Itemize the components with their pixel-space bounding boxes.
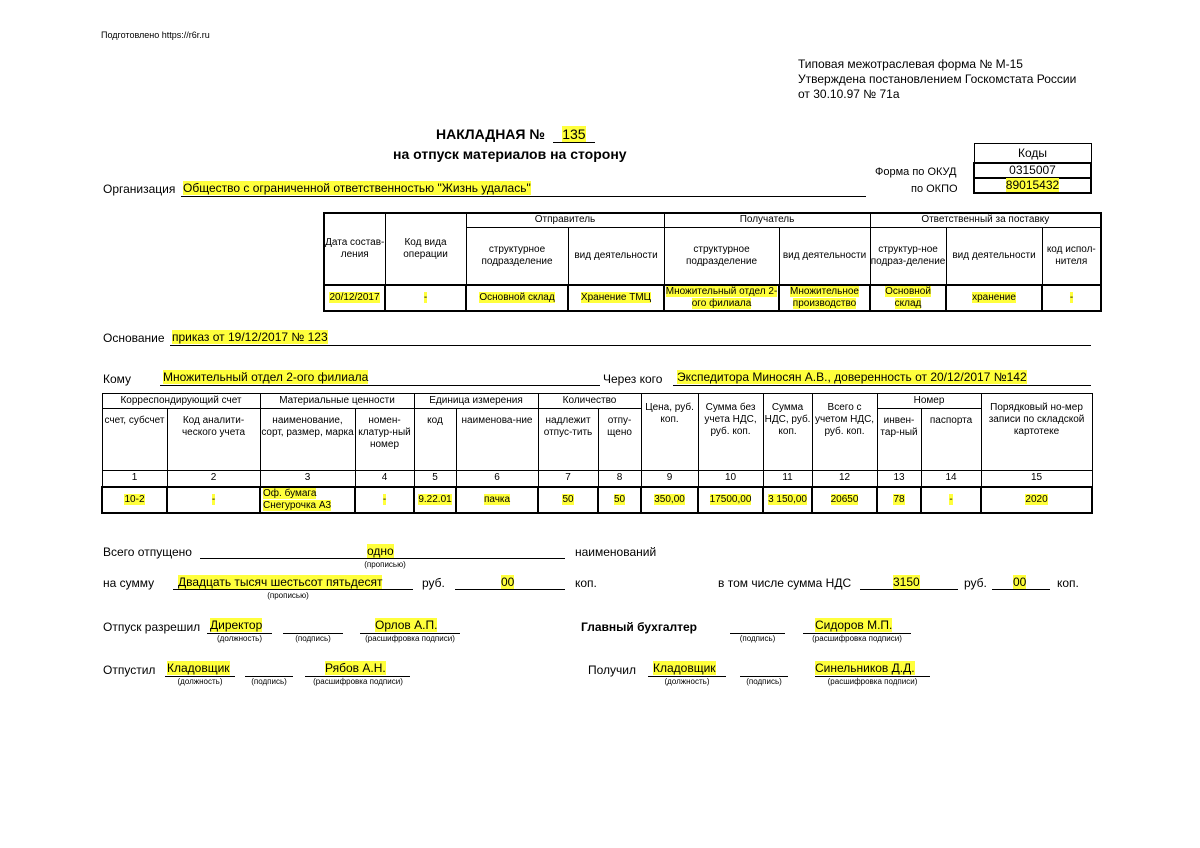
to-whom-field <box>163 370 368 384</box>
th-sender: Отправитель <box>466 213 664 227</box>
to-whom-value: Множительный отдел 2-ого филиала <box>163 370 369 384</box>
col-num: 1 <box>102 471 167 487</box>
rub-label: руб. <box>422 576 445 590</box>
received-decode-caption: (расшифровка подписи) <box>827 677 918 686</box>
through-label: Через кого <box>603 372 663 386</box>
released-position-caption: (должность) <box>177 677 223 686</box>
th-number: Номер <box>877 394 981 409</box>
col-num: 2 <box>167 471 260 487</box>
th-account: счет, субсчет <box>102 409 167 471</box>
cell-price: 350,00 <box>641 487 698 513</box>
th-material: Материальные ценности <box>260 394 414 409</box>
basis-value: приказ от 19/12/2017 № 123 <box>172 330 328 344</box>
released-signature-caption: (подпись) <box>251 677 287 686</box>
th-inv: инвен-тар-ный <box>877 409 921 471</box>
released-total-value: одно <box>367 544 394 558</box>
organization-line <box>181 196 866 197</box>
th-responsible: Ответственный за поставку <box>870 213 1101 227</box>
organization-label: Организация <box>103 182 176 196</box>
released-name: Рябов А.Н. <box>325 661 386 675</box>
col-num: 11 <box>763 471 812 487</box>
permitted-name: Орлов А.П. <box>375 618 438 632</box>
accountant-label: Главный бухгалтер <box>581 620 698 634</box>
page-subtitle: на отпуск материалов на сторону <box>393 146 627 162</box>
through-field <box>677 370 1027 384</box>
received-label: Получил <box>588 663 636 677</box>
sum-field <box>178 575 382 589</box>
permitted-signature-caption: (подпись) <box>295 634 331 643</box>
th-passport: паспорта <box>921 409 981 471</box>
column-numbers-row <box>102 471 1092 487</box>
kop-label: коп. <box>575 576 597 590</box>
accountant-name: Сидоров М.П. <box>815 618 893 632</box>
col-num: 10 <box>698 471 763 487</box>
cell-resp-struct: Основной склад <box>870 285 946 311</box>
th-resp-struct: структур-ное подраз-деление <box>870 227 946 285</box>
th-receiver-activity: вид деятельности <box>779 227 870 285</box>
vat-kop-field <box>1013 575 1026 589</box>
col-num: 7 <box>538 471 598 487</box>
vat-kop-label: коп. <box>1057 576 1079 590</box>
permitted-name-field <box>375 618 437 632</box>
col-num: 8 <box>598 471 641 487</box>
accountant-name-field <box>815 618 892 632</box>
vat-line <box>860 589 958 590</box>
th-name: наименование, сорт, размер, марка <box>260 409 355 471</box>
to-whom-line <box>160 385 600 386</box>
cell-sender-struct: Основной склад <box>466 285 568 311</box>
col-num: 3 <box>260 471 355 487</box>
received-position-caption: (должность) <box>664 677 710 686</box>
to-whom-label: Кому <box>103 372 132 386</box>
okpo-value: 89015432 <box>1005 178 1060 192</box>
okpo-label: по ОКПО <box>911 183 958 195</box>
codes-header: Коды <box>974 144 1091 163</box>
released-name-field <box>325 661 386 675</box>
okud-label: Форма по ОКУД <box>875 166 957 178</box>
vat-kop-value: 00 <box>1013 575 1027 589</box>
through-line <box>673 385 1091 386</box>
form-header-line2: Утверждена постановлением Госкомстата России <box>798 72 1077 86</box>
accountant-signature-caption: (подпись) <box>739 634 776 643</box>
prepared-note: Подготовлено https://r6r.ru <box>101 30 210 40</box>
cell-resp-executor: - <box>1042 285 1101 311</box>
cell-account: 10-2 <box>102 487 167 513</box>
th-price: Цена, руб. коп. <box>641 394 698 471</box>
cell-analytic: - <box>167 487 260 513</box>
th-sender-activity: вид деятельности <box>568 227 664 285</box>
th-op-code: Код вида операции <box>385 213 466 285</box>
th-resp-activity: вид деятельности <box>946 227 1042 285</box>
th-unit-code: код <box>414 409 456 471</box>
th-analytic: Код аналити-ческого учета <box>167 409 260 471</box>
received-name-field <box>815 661 915 675</box>
th-qty-due: надлежит отпус-тить <box>538 409 598 471</box>
cell-resp-activity: хранение <box>946 285 1042 311</box>
cell-receiver-activity: Множительное производство <box>779 285 870 311</box>
cell-date: 20/12/2017 <box>324 285 385 311</box>
kop-line <box>455 589 565 590</box>
cell-material-name: Оф. бумага Снегурочка А3 <box>260 487 355 513</box>
table-row <box>102 487 1092 513</box>
received-position: Кладовщик <box>653 661 716 675</box>
col-num: 6 <box>456 471 538 487</box>
header-table <box>323 212 1102 312</box>
cell-qty-rel: 50 <box>598 487 641 513</box>
sum-line <box>173 589 413 590</box>
organization-value: Общество с ограниченной ответственностью "Жизнь удалась" <box>183 181 531 195</box>
form-header-line3: от 30.10.97 № 71а <box>798 87 900 101</box>
sum-value: Двадцать тысяч шестьсот пятьдесят <box>178 575 383 589</box>
th-qty-rel: отпу-щено <box>598 409 641 471</box>
vat-rub-label: руб. <box>964 576 987 590</box>
cell-qty-due: 50 <box>538 487 598 513</box>
released-total-line <box>200 558 565 559</box>
col-num: 15 <box>981 471 1092 487</box>
title-prefix: НАКЛАДНАЯ № <box>436 126 545 142</box>
okpo-value-cell <box>974 178 1091 193</box>
names-label: наименований <box>575 545 657 559</box>
items-table <box>101 393 1093 514</box>
basis-line <box>170 345 1091 346</box>
cell-vat: 3 150,00 <box>763 487 812 513</box>
received-signature-caption: (подпись) <box>746 677 782 686</box>
col-num: 14 <box>921 471 981 487</box>
released-by-label: Отпустил <box>103 663 156 677</box>
vat-value: 3150 <box>893 575 920 589</box>
th-qty: Количество <box>538 394 641 409</box>
th-total: Всего с учетом НДС, руб. коп. <box>812 394 877 471</box>
cell-nomen: - <box>355 487 414 513</box>
okud-value: 0315007 <box>974 163 1091 178</box>
released-position: Кладовщик <box>167 661 230 675</box>
released-total-field <box>367 544 394 558</box>
col-num: 13 <box>877 471 921 487</box>
col-num: 12 <box>812 471 877 487</box>
page-title <box>436 126 595 143</box>
codes-table <box>973 143 1092 194</box>
vat-label: в том числе сумма НДС <box>718 576 852 590</box>
released-decode-caption: (расшифровка подписи) <box>313 677 403 686</box>
cell-inv: 78 <box>877 487 921 513</box>
cell-op-code: - <box>385 285 466 311</box>
permitted-position-field <box>210 618 262 632</box>
th-order: Порядковый но-мер записи по складской картотеке <box>981 394 1092 471</box>
form-header-line1: Типовая межотраслевая форма № М-15 <box>798 57 1023 71</box>
received-name: Синельников Д.Д. <box>815 661 915 675</box>
permitted-position-caption: (должность) <box>217 634 262 643</box>
invoice-number: 135 <box>562 126 586 142</box>
th-vat: Сумма НДС, руб. коп. <box>763 394 812 471</box>
accountant-decode-caption: (расшифровка подписи) <box>812 634 902 643</box>
cell-unit-name: пачка <box>456 487 538 513</box>
sum-label: на сумму <box>103 576 155 590</box>
cell-passport: - <box>921 487 981 513</box>
through-value: Экспедитора Миносян А.В., доверенность от 20/12/2017 №142 <box>677 370 1027 384</box>
form-header <box>798 57 1076 102</box>
released-position-field <box>167 661 230 675</box>
th-date: Дата состав-ления <box>324 213 385 285</box>
table-row <box>324 285 1101 311</box>
cell-sender-activity: Хранение ТМЦ <box>568 285 664 311</box>
vat-field <box>893 575 920 589</box>
th-receiver-struct: структурное подразделение <box>664 227 779 285</box>
basis-field <box>172 330 328 344</box>
th-sum: Сумма без учета НДС, руб. коп. <box>698 394 763 471</box>
released-total-label: Всего отпущено <box>103 545 192 559</box>
col-num: 5 <box>414 471 456 487</box>
cell-order: 2020 <box>981 487 1092 513</box>
organization-field <box>183 181 531 195</box>
permitted-decode-caption: (расшифровка подписи) <box>365 634 455 643</box>
basis-label: Основание <box>103 331 165 345</box>
permitted-position: Директор <box>210 618 263 632</box>
th-resp-executor: код испол-нителя <box>1042 227 1101 285</box>
cell-sum: 17500,00 <box>698 487 763 513</box>
col-num: 4 <box>355 471 414 487</box>
th-unit-name: наименова-ние <box>456 409 538 471</box>
col-num: 9 <box>641 471 698 487</box>
cell-unit-code: 9.22.01 <box>414 487 456 513</box>
kop-field <box>501 575 514 589</box>
in-words-caption: (прописью) <box>364 560 406 569</box>
vat-kop-line <box>992 589 1050 590</box>
cell-receiver-struct: Множительный отдел 2-ого филиала <box>665 286 778 309</box>
th-nomen: номен-клатур-ный номер <box>355 409 414 471</box>
received-position-field <box>653 661 716 675</box>
invoice-number-wrap <box>553 126 595 143</box>
permitted-label: Отпуск разрешил <box>103 620 201 634</box>
cell-total: 20650 <box>812 487 877 513</box>
sum-in-words-caption: (прописью) <box>267 591 309 600</box>
th-sender-struct: структурное подразделение <box>466 227 568 285</box>
kop-value: 00 <box>501 575 515 589</box>
th-receiver: Получатель <box>664 213 870 227</box>
th-unit: Единица измерения <box>414 394 538 409</box>
th-corr: Корреспондирующий счет <box>102 394 260 409</box>
